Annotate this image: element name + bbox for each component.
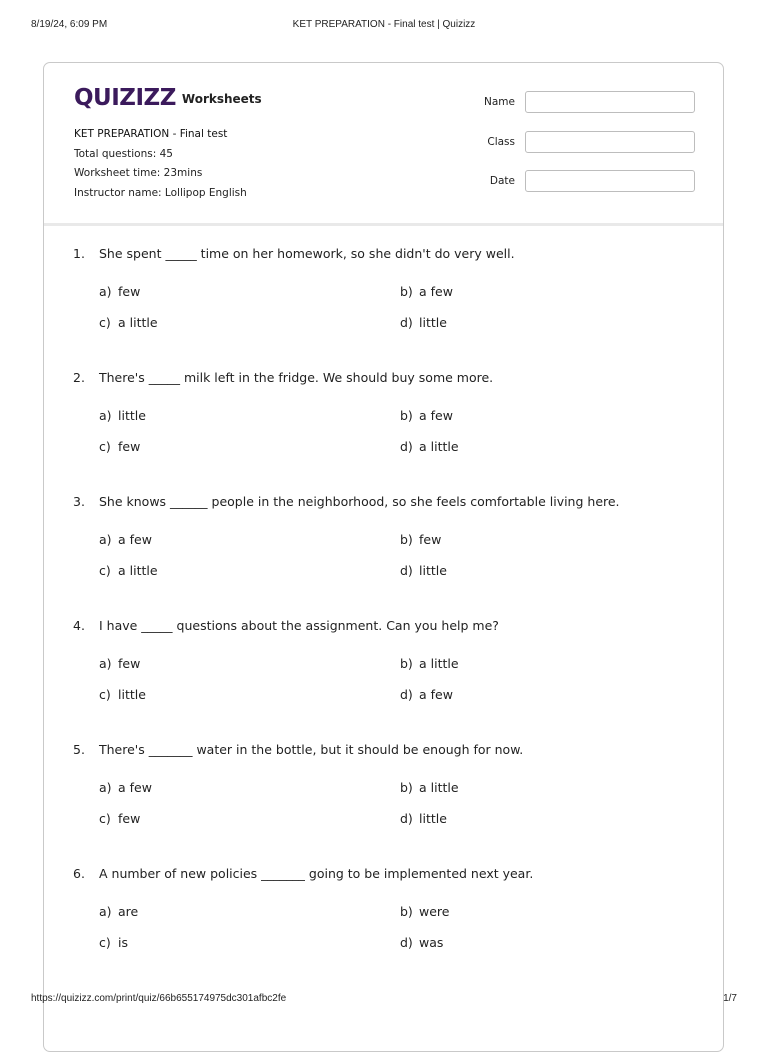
option-text: are [118, 904, 139, 919]
option-text: is [118, 935, 128, 950]
option-text: a few [419, 284, 453, 299]
option-letter: a) [99, 532, 112, 547]
option-text: a little [419, 439, 459, 454]
option-a[interactable] [99, 284, 140, 299]
question-2 [44, 370, 723, 494]
option-letter: b) [400, 904, 413, 919]
option-text: was [419, 935, 444, 950]
option-text: a little [118, 315, 158, 330]
option-letter: a) [99, 284, 112, 299]
question-number: 1. [73, 246, 85, 261]
option-text: a few [419, 687, 453, 702]
option-text: few [118, 656, 141, 671]
option-letter: a) [99, 904, 112, 919]
logo-wordmark: QUIZIZZ [74, 85, 176, 111]
question-5 [44, 742, 723, 866]
option-letter: a) [99, 408, 112, 423]
option-letter: a) [99, 656, 112, 671]
option-d[interactable] [400, 439, 459, 454]
question-number: 2. [73, 370, 85, 385]
option-text: a few [118, 780, 152, 795]
question-number: 3. [73, 494, 85, 509]
question-list [44, 246, 723, 990]
option-letter: b) [400, 780, 413, 795]
option-text: a few [118, 532, 152, 547]
option-c[interactable] [99, 811, 140, 826]
option-text: few [419, 532, 442, 547]
option-letter: d) [400, 687, 413, 702]
name-field-row [464, 91, 695, 115]
option-a[interactable] [99, 780, 152, 795]
name-label: Name [484, 96, 515, 108]
option-text: little [118, 687, 146, 702]
option-letter: c) [99, 439, 111, 454]
option-letter: c) [99, 811, 111, 826]
option-d[interactable] [400, 687, 453, 702]
question-1 [44, 246, 723, 370]
print-footer [0, 993, 768, 1007]
date-field-row [464, 170, 695, 194]
option-text: a little [118, 563, 158, 578]
question-text: She spent _____ time on her homework, so she didn't do very well. [99, 246, 515, 261]
option-a[interactable] [99, 904, 138, 919]
worksheet [43, 62, 724, 1052]
student-fields [464, 91, 695, 210]
option-letter: d) [400, 315, 413, 330]
option-c[interactable] [99, 563, 158, 578]
question-text: I have _____ questions about the assignment. Can you help me? [99, 618, 499, 633]
option-d[interactable] [400, 811, 447, 826]
option-text: a little [419, 780, 459, 795]
question-text: She knows ______ people in the neighborhood, so she feels comfortable living here. [99, 494, 620, 509]
worksheet-time: Worksheet time: 23mins [74, 167, 203, 179]
option-c[interactable] [99, 687, 146, 702]
option-b[interactable] [400, 284, 453, 299]
print-header [0, 19, 768, 33]
option-b[interactable] [400, 780, 459, 795]
option-letter: b) [400, 656, 413, 671]
total-questions: Total questions: 45 [74, 147, 173, 160]
date-field[interactable] [525, 170, 695, 192]
worksheet-header [44, 63, 723, 226]
option-d[interactable] [400, 563, 447, 578]
option-c[interactable] [99, 935, 128, 950]
option-d[interactable] [400, 315, 447, 330]
option-b[interactable] [400, 408, 453, 423]
question-number: 6. [73, 866, 85, 881]
option-text: little [419, 811, 447, 826]
option-letter: d) [400, 811, 413, 826]
option-a[interactable] [99, 408, 146, 423]
option-b[interactable] [400, 532, 441, 547]
option-text: little [419, 315, 447, 330]
page-number: 1/7 [723, 993, 737, 1004]
option-b[interactable] [400, 904, 449, 919]
option-text: few [118, 811, 141, 826]
class-label: Class [487, 135, 515, 148]
print-page-title: KET PREPARATION - Final test | Quizizz [292, 19, 476, 30]
instructor-name: Instructor name: Lollipop English [74, 186, 247, 199]
option-letter: b) [400, 408, 413, 423]
logo-subtitle: Worksheets [181, 92, 262, 106]
question-text: A number of new policies _______ going to be implemented next year. [99, 866, 534, 881]
worksheet-meta [74, 125, 247, 203]
print-datetime: 8/19/24, 6:09 PM [31, 19, 108, 30]
option-letter: b) [400, 532, 413, 547]
question-number: 5. [73, 742, 85, 757]
question-3 [44, 494, 723, 618]
question-text: There's _______ water in the bottle, but it should be enough for now. [99, 742, 524, 757]
option-d[interactable] [400, 935, 443, 950]
option-letter: c) [99, 935, 111, 950]
name-field[interactable] [525, 91, 695, 113]
option-letter: c) [99, 687, 111, 702]
option-letter: d) [400, 439, 413, 454]
question-text: There's _____ milk left in the fridge. We should buy some more. [99, 370, 494, 385]
worksheet-title: KET PREPARATION - Final test [74, 128, 228, 140]
option-letter: d) [400, 563, 413, 578]
option-a[interactable] [99, 532, 152, 547]
option-text: little [118, 408, 146, 423]
option-text: few [118, 439, 141, 454]
option-letter: c) [99, 563, 111, 578]
option-text: were [419, 904, 450, 919]
class-field[interactable] [525, 131, 695, 153]
class-field-row [464, 131, 695, 155]
question-6 [44, 866, 723, 990]
option-c[interactable] [99, 439, 140, 454]
option-text: a few [419, 408, 453, 423]
option-c[interactable] [99, 315, 158, 330]
question-number: 4. [73, 618, 85, 633]
option-text: few [118, 284, 141, 299]
option-letter: a) [99, 780, 112, 795]
date-label: Date [489, 175, 515, 187]
option-letter: c) [99, 315, 111, 330]
option-b[interactable] [400, 656, 459, 671]
option-text: a little [419, 656, 459, 671]
print-url[interactable]: https://quizizz.com/print/quiz/66b655174975dc301afbc2fe [31, 993, 287, 1004]
quizizz-logo [74, 83, 262, 113]
option-text: little [419, 563, 447, 578]
option-letter: b) [400, 284, 413, 299]
option-a[interactable] [99, 656, 140, 671]
option-letter: d) [400, 935, 413, 950]
question-4 [44, 618, 723, 742]
